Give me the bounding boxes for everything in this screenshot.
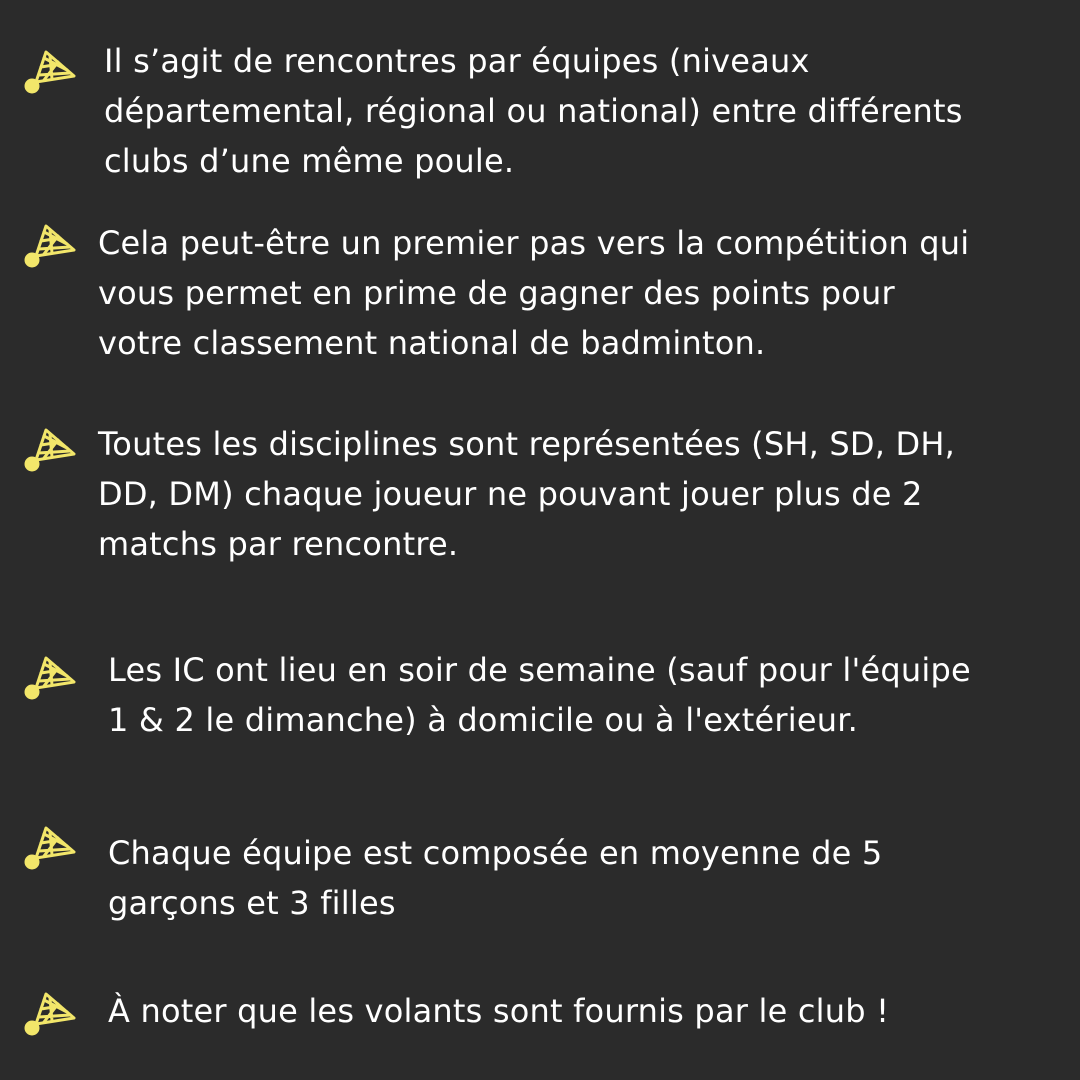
shuttlecock-icon — [22, 420, 78, 476]
item-text: Il s’agit de rencontres par équipes (niveaux départemental, régional ou national) entre différents clubs d’une même poule. — [104, 42, 963, 180]
item-text: Chaque équipe est composée en moyenne de 5 garçons et 3 filles — [108, 834, 883, 922]
shuttlecock-icon — [22, 42, 78, 98]
shuttlecock-icon — [22, 648, 78, 704]
item-text: À noter que les volants sont fournis par le club ! — [108, 992, 890, 1030]
item-text: Toutes les disciplines sont représentées (SH, SD, DH, DD, DM) chaque joueur ne pouvant jouer plus de 2 matchs par rencontre. — [98, 425, 955, 563]
item-text: Les IC ont lieu en soir de semaine (sauf pour l'équipe 1 & 2 le dimanche) à domicile ou à l'extérieur. — [108, 651, 971, 739]
shuttlecock-icon — [22, 818, 78, 874]
shuttlecock-icon — [22, 216, 78, 272]
item-text: Cela peut-être un premier pas vers la compétition qui vous permet en prime de gagner des points pour votre classement national de badminton. — [98, 224, 970, 362]
shuttlecock-icon — [22, 984, 78, 1040]
